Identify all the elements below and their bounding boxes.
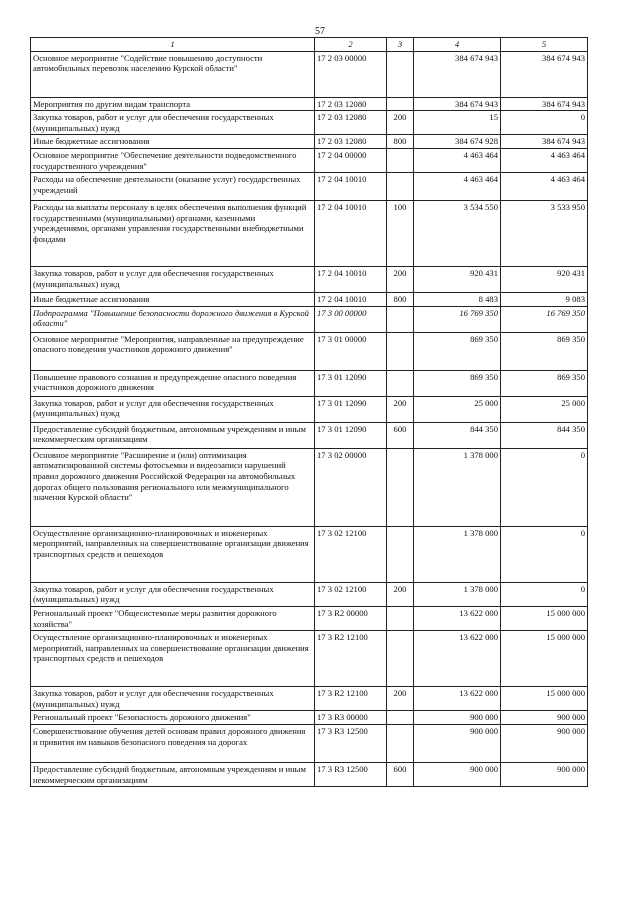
row-name: Осуществление организационно-планировочных и инженерных мероприятий, направленных на совершенствование организации движения транспортных средств и пешеходов <box>31 631 315 687</box>
row-amount-2: 25 000 <box>501 396 588 422</box>
table-row <box>31 762 588 786</box>
row-amount-1: 3 534 550 <box>414 201 501 267</box>
row-code: 17 3 01 12090 <box>315 422 387 448</box>
table-row <box>31 111 588 135</box>
row-expense-type <box>387 51 414 97</box>
row-name: Иные бюджетные ассигнования <box>31 293 315 307</box>
row-amount-2: 900 000 <box>501 724 588 762</box>
row-name: Осуществление организационно-планировочных и инженерных мероприятий, направленных на совершенствование организации движения транспортных средств и пешеходов <box>31 526 315 582</box>
row-expense-type <box>387 306 414 332</box>
row-name: Основное мероприятие "Содействие повышению доступности автомобильных перевозок населению Курской области" <box>31 51 315 97</box>
row-amount-2: 384 674 943 <box>501 97 588 111</box>
row-amount-2: 9 083 <box>501 293 588 307</box>
row-expense-type: 200 <box>387 582 414 606</box>
row-name: Совершенствование обучения детей основам правил дорожного движения и привития им навыков безопасного поведения на дорогах <box>31 724 315 762</box>
row-name: Предоставление субсидий бюджетным, автономным учреждениям и иным некоммерческим организациям <box>31 422 315 448</box>
row-expense-type: 100 <box>387 201 414 267</box>
row-amount-1: 900 000 <box>414 711 501 725</box>
table-row <box>31 135 588 149</box>
column-header-name: 1 <box>31 38 315 52</box>
row-code: 17 3 R2 12100 <box>315 631 387 687</box>
page-number: 57 <box>315 26 325 37</box>
row-amount-2: 0 <box>501 582 588 606</box>
row-code: 17 2 03 12080 <box>315 135 387 149</box>
row-expense-type <box>387 370 414 396</box>
row-amount-1: 1 378 000 <box>414 448 501 526</box>
table-row <box>31 396 588 422</box>
row-amount-2: 0 <box>501 526 588 582</box>
row-amount-1: 384 674 943 <box>414 97 501 111</box>
budget-table <box>30 37 588 787</box>
table-row <box>31 526 588 582</box>
row-expense-type <box>387 711 414 725</box>
row-code: 17 3 02 12100 <box>315 582 387 606</box>
row-amount-2: 3 533 950 <box>501 201 588 267</box>
budget-table-body <box>31 38 588 787</box>
row-expense-type: 800 <box>387 293 414 307</box>
row-code: 17 3 R3 12500 <box>315 762 387 786</box>
table-row <box>31 724 588 762</box>
row-amount-1: 13 622 000 <box>414 687 501 711</box>
row-expense-type <box>387 631 414 687</box>
row-code: 17 3 02 00000 <box>315 448 387 526</box>
row-amount-2: 15 000 000 <box>501 631 588 687</box>
row-name: Региональный проект "Общесистемные меры развития дорожного хозяйства" <box>31 606 315 630</box>
row-amount-2: 0 <box>501 448 588 526</box>
row-code: 17 2 03 12080 <box>315 111 387 135</box>
row-amount-1: 25 000 <box>414 396 501 422</box>
row-name: Расходы на обеспечение деятельности (оказание услуг) государственных учреждений <box>31 173 315 201</box>
row-expense-type: 800 <box>387 135 414 149</box>
table-row <box>31 201 588 267</box>
row-amount-1: 384 674 943 <box>414 51 501 97</box>
row-name: Мероприятия по другим видам транспорта <box>31 97 315 111</box>
table-row <box>31 711 588 725</box>
row-amount-2: 869 350 <box>501 332 588 370</box>
row-code: 17 3 01 00000 <box>315 332 387 370</box>
row-code: 17 3 R3 00000 <box>315 711 387 725</box>
table-row <box>31 370 588 396</box>
row-amount-2: 384 674 943 <box>501 51 588 97</box>
row-amount-1: 384 674 928 <box>414 135 501 149</box>
row-expense-type <box>387 148 414 172</box>
table-row <box>31 448 588 526</box>
row-code: 17 3 01 12090 <box>315 370 387 396</box>
row-name: Закупка товаров, работ и услуг для обеспечения государственных (муниципальных) нужд <box>31 267 315 293</box>
table-row <box>31 267 588 293</box>
row-expense-type <box>387 724 414 762</box>
row-code: 17 2 04 10010 <box>315 267 387 293</box>
row-expense-type: 200 <box>387 687 414 711</box>
table-row <box>31 173 588 201</box>
row-amount-2: 15 000 000 <box>501 687 588 711</box>
row-code: 17 3 00 00000 <box>315 306 387 332</box>
row-amount-1: 869 350 <box>414 370 501 396</box>
row-name: Иные бюджетные ассигнования <box>31 135 315 149</box>
row-name: Основное мероприятие "Обеспечение деятельности подведомственного государственного учреждения" <box>31 148 315 172</box>
row-code: 17 2 03 00000 <box>315 51 387 97</box>
row-amount-2: 869 350 <box>501 370 588 396</box>
row-amount-2: 15 000 000 <box>501 606 588 630</box>
row-amount-2: 900 000 <box>501 711 588 725</box>
row-code: 17 3 02 12100 <box>315 526 387 582</box>
row-name: Подпрограмма "Повышение безопасности дорожного движения в Курской области" <box>31 306 315 332</box>
row-amount-1: 13 622 000 <box>414 631 501 687</box>
row-amount-1: 4 463 464 <box>414 173 501 201</box>
row-code: 17 3 R2 12100 <box>315 687 387 711</box>
table-row <box>31 422 588 448</box>
row-amount-1: 900 000 <box>414 724 501 762</box>
row-name: Закупка товаров, работ и услуг для обеспечения государственных (муниципальных) нужд <box>31 396 315 422</box>
row-amount-1: 8 483 <box>414 293 501 307</box>
row-amount-2: 384 674 943 <box>501 135 588 149</box>
row-amount-1: 869 350 <box>414 332 501 370</box>
row-expense-type <box>387 526 414 582</box>
row-name: Закупка товаров, работ и услуг для обеспечения государственных (муниципальных) нужд <box>31 111 315 135</box>
row-code: 17 3 R2 00000 <box>315 606 387 630</box>
row-amount-2: 920 431 <box>501 267 588 293</box>
row-expense-type: 200 <box>387 396 414 422</box>
row-name: Закупка товаров, работ и услуг для обеспечения государственных (муниципальных) нужд <box>31 687 315 711</box>
table-row <box>31 606 588 630</box>
row-name: Основное мероприятие "Расширение и (или) оптимизация автоматизированной системы фотосъемки и видеозаписи нарушений правил дорожного движения Российской Федерации на автомобильных дорогах общего пользования регионального или межмуниципального значения Курской области" <box>31 448 315 526</box>
row-amount-1: 4 463 464 <box>414 148 501 172</box>
column-header-expense-type: 3 <box>387 38 414 52</box>
table-row <box>31 332 588 370</box>
column-header-code: 2 <box>315 38 387 52</box>
row-amount-1: 1 378 000 <box>414 582 501 606</box>
column-number-header <box>31 38 588 52</box>
row-amount-2: 4 463 464 <box>501 173 588 201</box>
row-code: 17 2 03 12080 <box>315 97 387 111</box>
table-row <box>31 631 588 687</box>
row-amount-2: 844 350 <box>501 422 588 448</box>
row-expense-type <box>387 606 414 630</box>
row-amount-2: 900 000 <box>501 762 588 786</box>
row-amount-1: 900 000 <box>414 762 501 786</box>
column-header-amount-1: 4 <box>414 38 501 52</box>
row-amount-1: 1 378 000 <box>414 526 501 582</box>
table-row <box>31 97 588 111</box>
row-expense-type <box>387 173 414 201</box>
row-expense-type: 600 <box>387 422 414 448</box>
row-name: Закупка товаров, работ и услуг для обеспечения государственных (муниципальных) нужд <box>31 582 315 606</box>
row-name: Основное мероприятие "Мероприятия, направленные на предупреждение опасного поведения участников дорожного движения" <box>31 332 315 370</box>
row-code: 17 3 R3 12500 <box>315 724 387 762</box>
row-amount-1: 16 769 350 <box>414 306 501 332</box>
row-amount-1: 844 350 <box>414 422 501 448</box>
row-amount-1: 15 <box>414 111 501 135</box>
table-row <box>31 306 588 332</box>
row-name: Повышение правового сознания и предупреждение опасного поведения участников дорожного движения <box>31 370 315 396</box>
row-amount-2: 4 463 464 <box>501 148 588 172</box>
table-row <box>31 582 588 606</box>
table-row <box>31 293 588 307</box>
row-expense-type: 600 <box>387 762 414 786</box>
column-header-amount-2: 5 <box>501 38 588 52</box>
row-code: 17 2 04 10010 <box>315 293 387 307</box>
row-code: 17 2 04 10010 <box>315 173 387 201</box>
row-name: Региональный проект "Безопасность дорожного движения" <box>31 711 315 725</box>
table-row <box>31 148 588 172</box>
row-expense-type <box>387 332 414 370</box>
row-name: Предоставление субсидий бюджетным, автономным учреждениям и иным некоммерческим организациям <box>31 762 315 786</box>
row-name: Расходы на выплаты персоналу в целях обеспечения выполнения функций государственными (муниципальными) органами, казенными учреждениями, органами управления государственными внебюджетными фондами <box>31 201 315 267</box>
table-row <box>31 51 588 97</box>
row-code: 17 3 01 12090 <box>315 396 387 422</box>
row-amount-1: 13 622 000 <box>414 606 501 630</box>
row-expense-type <box>387 97 414 111</box>
row-amount-2: 0 <box>501 111 588 135</box>
row-expense-type <box>387 448 414 526</box>
row-amount-1: 920 431 <box>414 267 501 293</box>
row-expense-type: 200 <box>387 267 414 293</box>
row-code: 17 2 04 10010 <box>315 201 387 267</box>
row-expense-type: 200 <box>387 111 414 135</box>
row-code: 17 2 04 00000 <box>315 148 387 172</box>
row-amount-2: 16 769 350 <box>501 306 588 332</box>
table-row <box>31 687 588 711</box>
